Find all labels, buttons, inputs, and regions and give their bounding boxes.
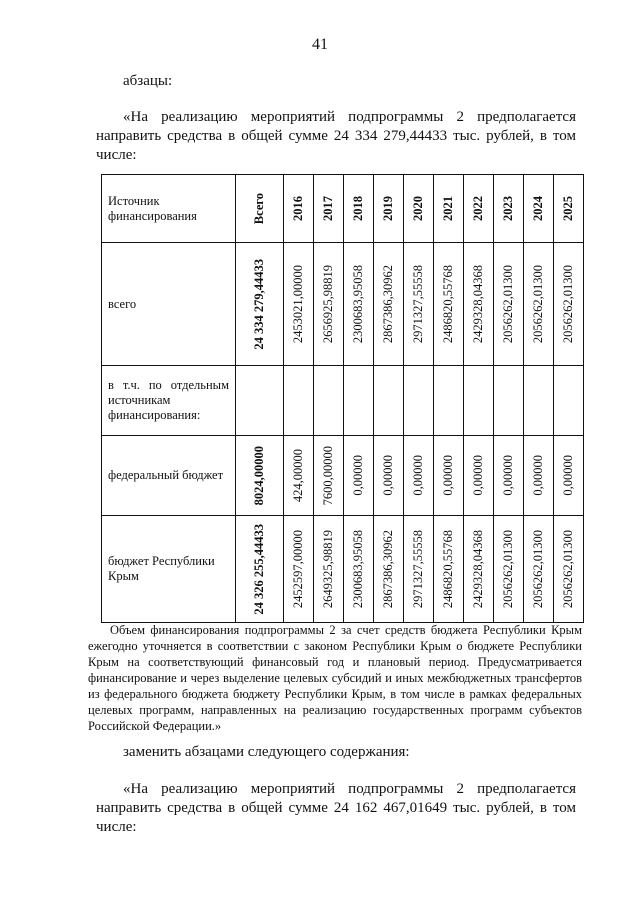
table-cell: [284, 243, 314, 366]
table-cell: [344, 436, 374, 516]
row-label-cell: [102, 366, 236, 436]
row-label: бюджет Республики Крым: [108, 554, 215, 583]
cell-value: 2971327,55558: [411, 264, 425, 344]
header-year-label: 2025: [561, 196, 575, 221]
row-total-cell: [236, 243, 284, 366]
cell-value: 0,00000: [501, 455, 515, 496]
row-total-value: 8024,00000: [252, 445, 266, 506]
table-header-row: [102, 175, 584, 243]
table-cell: [494, 243, 524, 366]
row-total-value: 24 334 279,44433: [252, 258, 266, 350]
quote-paragraph-2: «На реализацию мероприятий подпрограммы 2 предполагается направить средства в общей сумме 24 162 467,01649 тыс. рублей, в том числе:: [96, 781, 576, 835]
row-label: в т.ч. по отдельным источникам финансирования:: [108, 378, 229, 422]
cell-value: 0,00000: [531, 455, 545, 496]
table-row: [102, 516, 584, 623]
table-cell: [464, 436, 494, 516]
header-source-label: Источник финансирования: [108, 193, 197, 223]
cell-value: 0,00000: [381, 455, 395, 496]
table-row: [102, 366, 584, 436]
cell-value: 2056262,01300: [561, 529, 575, 609]
header-year-cell: [404, 175, 434, 243]
header-year-label: 2016: [291, 196, 305, 221]
table-cell: [344, 366, 374, 436]
cell-value: 2452597,00000: [291, 529, 305, 609]
table-cell: [434, 436, 464, 516]
cell-value: 0,00000: [441, 455, 455, 496]
replace-instruction: заменить абзацами следующего содержания:: [123, 744, 410, 760]
header-year-cell: [374, 175, 404, 243]
header-year-cell: [314, 175, 344, 243]
intro-paragraph: абзацы:: [123, 73, 173, 89]
table-cell: [464, 366, 494, 436]
cell-value: 0,00000: [411, 455, 425, 496]
table-cell: [344, 243, 374, 366]
table-cell: [404, 243, 434, 366]
cell-value: 2867386,30962: [381, 264, 395, 344]
header-year-label: 2023: [501, 196, 515, 221]
header-year-label: 2019: [381, 196, 395, 221]
cell-value: 2971327,55558: [411, 529, 425, 609]
table-cell: [554, 516, 584, 623]
table-cell: [434, 366, 464, 436]
table-cell: [374, 436, 404, 516]
cell-value: 2649325,98819: [321, 529, 335, 609]
row-label-cell: [102, 516, 236, 623]
cell-value: 2453021,00000: [291, 264, 305, 344]
cell-value: 2056262,01300: [531, 264, 545, 344]
header-year-cell: [464, 175, 494, 243]
table-cell: [314, 243, 344, 366]
row-label-cell: [102, 243, 236, 366]
cell-value: 424,00000: [291, 448, 305, 503]
cell-value: 2429328,04368: [471, 264, 485, 344]
header-year-label: 2017: [321, 196, 335, 221]
financing-table: [101, 174, 584, 623]
header-year-label: 2018: [351, 196, 365, 221]
header-year-cell: [494, 175, 524, 243]
table-cell: [464, 243, 494, 366]
table-row: [102, 436, 584, 516]
table-cell: [524, 243, 554, 366]
cell-value: 2056262,01300: [501, 264, 515, 344]
table-cell: [524, 516, 554, 623]
table-cell: [284, 436, 314, 516]
row-total-cell: [236, 516, 284, 623]
cell-value: 2300683,95058: [351, 264, 365, 344]
table-cell: [494, 436, 524, 516]
financing-note-paragraph: Объем финансирования подпрограммы 2 за счет средств бюджета Республики Крым ежегодно уточняется в соответствии с законом Республики Крым о бюджете Республики Крым на соответствующий финансовый год и плановый период. Предусматривается финансирование и через выделение целевых субсидий и иных межбюджетных трансфертов из федерального бюджета бюджету Республики Крым, в том числе в рамках федеральных целевых программ, направленных на реализацию государственных программ субъектов Российской Федерации.»: [88, 623, 582, 733]
table-cell: [554, 366, 584, 436]
row-label: всего: [108, 296, 137, 311]
table-cell: [464, 516, 494, 623]
header-year-label: 2020: [411, 196, 425, 221]
row-label: федеральный бюджет: [108, 468, 224, 482]
header-year-label: 2024: [531, 196, 545, 221]
table-cell: [344, 516, 374, 623]
table-cell: [314, 366, 344, 436]
quote-paragraph-1: «На реализацию мероприятий подпрограммы 2 предполагается направить средства в общей сумме 24 334 279,44433 тыс. рублей, в том числе:: [96, 109, 576, 163]
header-year-cell: [344, 175, 374, 243]
cell-value: 2056262,01300: [501, 529, 515, 609]
table-cell: [284, 366, 314, 436]
table-cell: [374, 516, 404, 623]
row-label-cell: [102, 436, 236, 516]
header-year-cell: [434, 175, 464, 243]
table-row: [102, 243, 584, 366]
table-cell: [374, 243, 404, 366]
header-year-cell: [554, 175, 584, 243]
table-cell: [554, 243, 584, 366]
table-cell: [284, 516, 314, 623]
row-total-value: 24 326 255,44433: [252, 523, 266, 615]
table-cell: [404, 436, 434, 516]
table-cell: [434, 516, 464, 623]
header-source-cell: [102, 175, 236, 243]
table-cell: [434, 243, 464, 366]
cell-value: 2486820,55768: [441, 529, 455, 609]
cell-value: 2486820,55768: [441, 264, 455, 344]
table-cell: [494, 516, 524, 623]
table-cell: [314, 436, 344, 516]
table-cell: [314, 516, 344, 623]
header-year-label: 2021: [441, 196, 455, 221]
cell-value: 2056262,01300: [531, 529, 545, 609]
cell-value: 0,00000: [471, 455, 485, 496]
row-total-cell: [236, 366, 284, 436]
table-cell: [404, 366, 434, 436]
table-cell: [374, 366, 404, 436]
page-number: 41: [312, 36, 328, 53]
table-cell: [494, 366, 524, 436]
table-cell: [524, 436, 554, 516]
header-year-cell: [284, 175, 314, 243]
cell-value: 0,00000: [561, 455, 575, 496]
header-total-cell: [236, 175, 284, 243]
row-total-cell: [236, 436, 284, 516]
cell-value: 7600,00000: [321, 445, 335, 506]
table-cell: [524, 366, 554, 436]
cell-value: 2056262,01300: [561, 264, 575, 344]
header-year-cell: [524, 175, 554, 243]
cell-value: 2656925,98819: [321, 264, 335, 344]
header-total-label: Всего: [252, 192, 266, 225]
cell-value: 0,00000: [351, 455, 365, 496]
cell-value: 2300683,95058: [351, 529, 365, 609]
header-year-label: 2022: [471, 196, 485, 221]
table-cell: [404, 516, 434, 623]
cell-value: 2867386,30962: [381, 529, 395, 609]
table-cell: [554, 436, 584, 516]
cell-value: 2429328,04368: [471, 529, 485, 609]
